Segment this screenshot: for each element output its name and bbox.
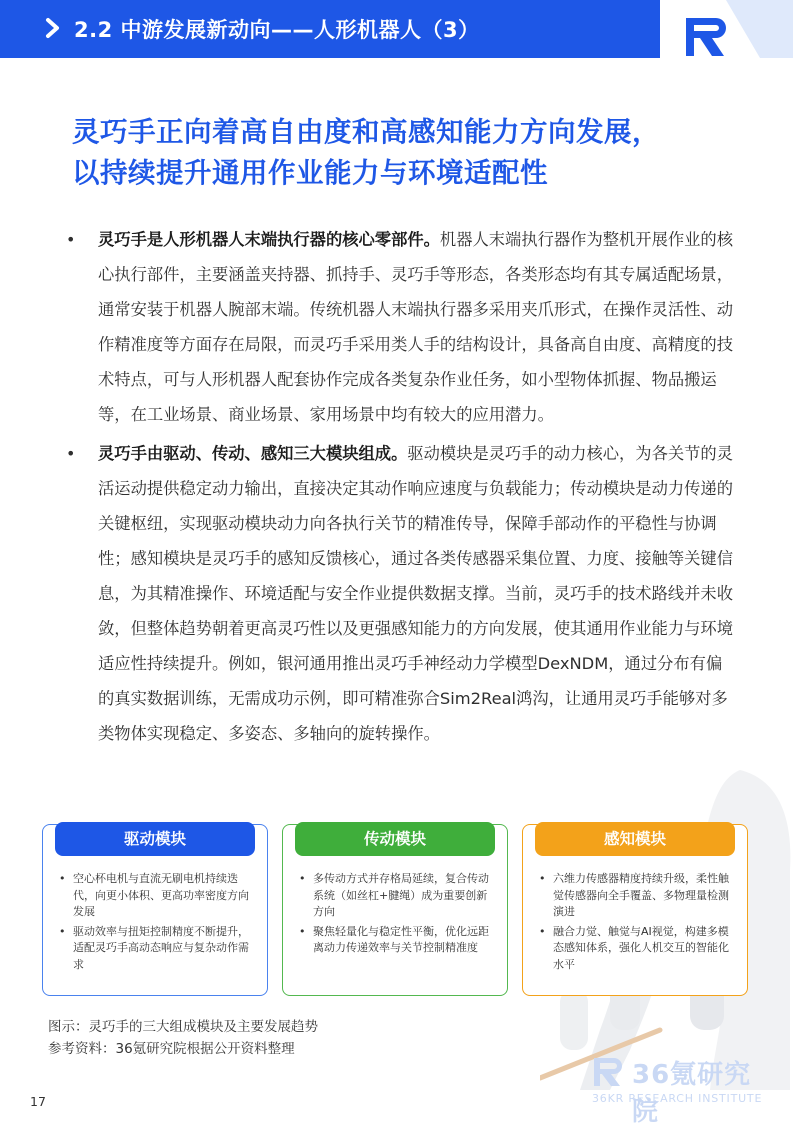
bullet-text: 驱动模块是灵巧手的动力核心，为各关节的灵活运动提供稳定动力输出，直接决定其动作响应速度与负载能力；传动模块是动力传递的关键枢纽，实现驱动模块动力向各执行关节的精准传导，保障手部动作的平稳性与协调性；感知模块是灵巧手的感知反馈核心，通过各类传感器采集位置、力度、接触等关键信息，为其精准操作、环境适配与安全作业提供数据支撑。当前，灵巧手的技术路线并未收敛，但整体趋势朝着更高灵巧性以及更强感知能力的方向发展，使其通用作业能力与环境适应性持续提升。例如，银河通用推出灵巧手神经动力学模型DexNDM，通过分布有偏的真实数据训练，无需成功示例，即可精准弥合Sim2Real鸿沟，让通用灵巧手能够对多类物体实现稳定、多姿态、多轴向的旋转操作。 (98, 444, 733, 743)
bullet-lead: 灵巧手是人形机器人末端执行器的核心零部件。 (98, 230, 440, 249)
bullet-text: 机器人末端执行器作为整机开展作业的核心执行部件，主要涵盖夹持器、抓持手、灵巧手等形态，各类形态均有其专属适配场景，通常安装于机器人腕部末端。传统机器人末端执行器多采用夹爪形式，在操作灵活性、动作精准度等方面存在局限，而灵巧手采用类人手的结构设计，具备高自由度、高精度的技术特点，可与人形机器人配套协作完成各类复杂作业任务，如小型物体抓握、物品搬运等，在工业场景、商业场景、家用场景中均有较大的应用潜力。 (98, 230, 733, 424)
module-card-item: • 六维力传感器精度持续升级，柔性触觉传感器向全手覆盖、多物理量检测演进 (539, 872, 729, 918)
module-card-list (57, 871, 257, 976)
module-card-item-text: 驱动效率与扭矩控制精度不断提升，适配灵巧手高动态响应与复杂动作需求 (73, 924, 249, 971)
header-bar (0, 0, 660, 58)
figure-caption (48, 1016, 318, 1060)
module-card-item: • 融合力觉、触觉与AI视觉，构建多模态感知体系，强化人机交互的智能化水平 (539, 924, 729, 971)
module-card-item-text: 多传动方式并存格局延续，复合传动系统（如丝杠+腱绳）成为重要创新方向 (313, 872, 489, 918)
module-card-transmission (282, 824, 508, 996)
module-card-item-text: 融合力觉、触觉与AI视觉，构建多模态感知体系，强化人机交互的智能化水平 (553, 924, 729, 971)
module-card-item-text: 空心杯电机与直流无刷电机持续迭代，向更小体积、更高功率密度方向发展 (73, 872, 249, 918)
brand-logo-icon (660, 0, 793, 58)
bullet-lead: 灵巧手由驱动、传动、感知三大模块组成。 (98, 444, 408, 463)
page-headline (72, 112, 732, 194)
module-card-item: • 空心杯电机与直流无刷电机持续迭代，向更小体积、更高功率密度方向发展 (59, 872, 249, 918)
section-title: 2.2 中游发展新动向——人形机器人（3） (74, 18, 480, 42)
module-card-item: • 聚焦轻量化与稳定性平衡，优化远距离动力传递效率与关节控制精准度 (299, 924, 489, 954)
bullet-item (64, 436, 736, 751)
module-card-title: 传动模块 (295, 822, 495, 856)
module-card-item: • 驱动效率与扭矩控制精度不断提升，适配灵巧手高动态响应与复杂动作需求 (59, 924, 249, 971)
source-note: 参考资料：36氪研究院根据公开资料整理 (48, 1041, 295, 1057)
watermark-cn: 36氪研究院 (632, 1060, 752, 1127)
bullet-item (64, 222, 736, 432)
bullet-dot-icon: • (66, 444, 76, 463)
module-card-list (297, 871, 497, 960)
header-band (0, 0, 793, 58)
headline-line-1: 灵巧手正向着高自由度和高感知能力方向发展， (72, 116, 660, 148)
module-card-perception (522, 824, 748, 996)
bullet-list (64, 222, 736, 755)
module-card-item-text: 聚焦轻量化与稳定性平衡，优化远距离动力传递效率与关节控制精准度 (313, 924, 489, 954)
module-card-title: 感知模块 (535, 822, 735, 856)
headline-line-2: 以持续提升通用作业能力与环境适配性 (72, 157, 548, 189)
module-card-title: 驱动模块 (55, 822, 255, 856)
chevron-right-icon (44, 17, 62, 39)
module-card-drive (42, 824, 268, 996)
watermark-logo-icon (592, 1056, 626, 1086)
watermark (592, 1054, 772, 1127)
module-card-item-text: 六维力传感器精度持续升级，柔性触觉传感器向全手覆盖、多物理量检测演进 (553, 872, 729, 918)
module-card-list (537, 871, 737, 976)
watermark-en: 36KR RESEARCH INSTITUTE (592, 1092, 763, 1105)
bullet-dot-icon: • (66, 230, 76, 249)
figure-caption-text: 图示：灵巧手的三大组成模块及主要发展趋势 (48, 1019, 318, 1035)
module-card-item: • 多传动方式并存格局延续，复合传动系统（如丝杠+腱绳）成为重要创新方向 (299, 872, 489, 918)
page-number: 17 (30, 1094, 46, 1109)
